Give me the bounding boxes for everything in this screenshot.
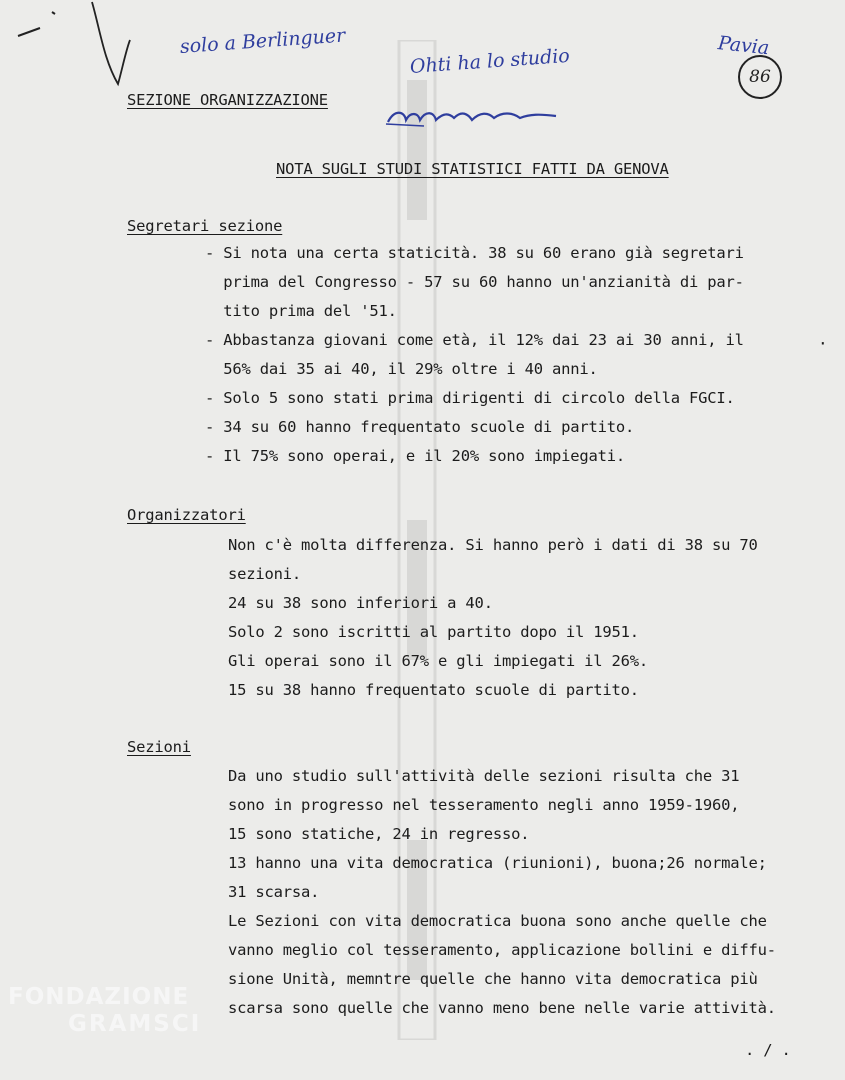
segretari-line-2: prima del Congresso - 57 su 60 hanno un'anzianità di par- [205,273,744,291]
continuation-mark: . / . [745,1041,791,1059]
margin-dot: · [818,334,828,353]
sezioni-line-3: 15 sono statiche, 24 in regresso. [228,825,530,843]
sezioni-line-7: vanno meglio col tesseramento, applicazione bollini e diffu- [228,941,776,959]
sezioni-line-1: Da uno studio sull'attività delle sezioni risulta che 31 [228,767,740,785]
segretari-line-7: - 34 su 60 hanno frequentato scuole di partito. [205,418,635,436]
corner-pen-marks [0,0,140,100]
segretari-line-8: - Il 75% sono operai, e il 20% sono impiegati. [205,447,626,465]
sezioni-line-6: Le Sezioni con vita democratica buona sono anche quelle che [228,912,767,930]
sezioni-line-9: scarsa sono quelle che vanno meno bene nelle varie attività. [228,999,776,1017]
fondazione-gramsci-watermark [8,986,201,1036]
heading-sezioni: Sezioni [127,738,191,756]
handwritten-note-pavia: Pavia [716,32,771,60]
segretari-line-5: 56% dai 35 ai 40, il 29% oltre i 40 anni. [205,360,598,378]
page-number-circle [738,55,782,99]
handwritten-note-study: Ohti ha lo studio [409,44,571,78]
sezioni-line-5: 31 scarsa. [228,883,320,901]
segretari-line-1: - Si nota una certa staticità. 38 su 60 erano già segretari [205,244,744,262]
organizzatori-line-3: 24 su 38 sono inferiori a 40. [228,594,493,612]
organizzatori-line-2: sezioni. [228,565,302,583]
organizzatori-line-4: Solo 2 sono iscritti al partito dopo il 1951. [228,623,639,641]
organizzatori-line-5: Gli operai sono il 67% e gli impiegati il 26%. [228,652,649,670]
watermark-line-2: GRAMSCI [68,1011,202,1037]
organizzatori-line-1: Non c'è molta differenza. Si hanno però i dati di 38 su 70 [228,536,758,554]
watermark-line-1: FONDAZIONE [8,984,190,1010]
sezioni-line-8: sione Unità, memntre quelle che hanno vita democratica più [228,970,758,988]
page-number: 86 [749,67,771,87]
heading-organizzatori: Organizzatori [127,506,246,524]
organizzatori-line-6: 15 su 38 hanno frequentato scuole di partito. [228,681,639,699]
segretari-line-4: - Abbastanza giovani come età, il 12% dai 23 ai 30 anni, il [205,331,744,349]
handwritten-signature [384,104,564,134]
document-title: NOTA SUGLI STUDI STATISTICI FATTI DA GENOVA [276,160,669,178]
segretari-line-6: - Solo 5 sono stati prima dirigenti di circolo della FGCI. [205,389,735,407]
handwritten-note-recipient: solo a Berlinguer [179,24,346,58]
sezioni-line-4: 13 hanno una vita democratica (riunioni), buona;26 normale; [228,854,767,872]
segretari-line-3: tito prima del '51. [205,302,397,320]
sezioni-line-2: sono in progresso nel tesseramento negli anno 1959-1960, [228,796,740,814]
section-label: SEZIONE ORGANIZZAZIONE [127,91,328,109]
heading-segretari: Segretari sezione [127,217,283,235]
